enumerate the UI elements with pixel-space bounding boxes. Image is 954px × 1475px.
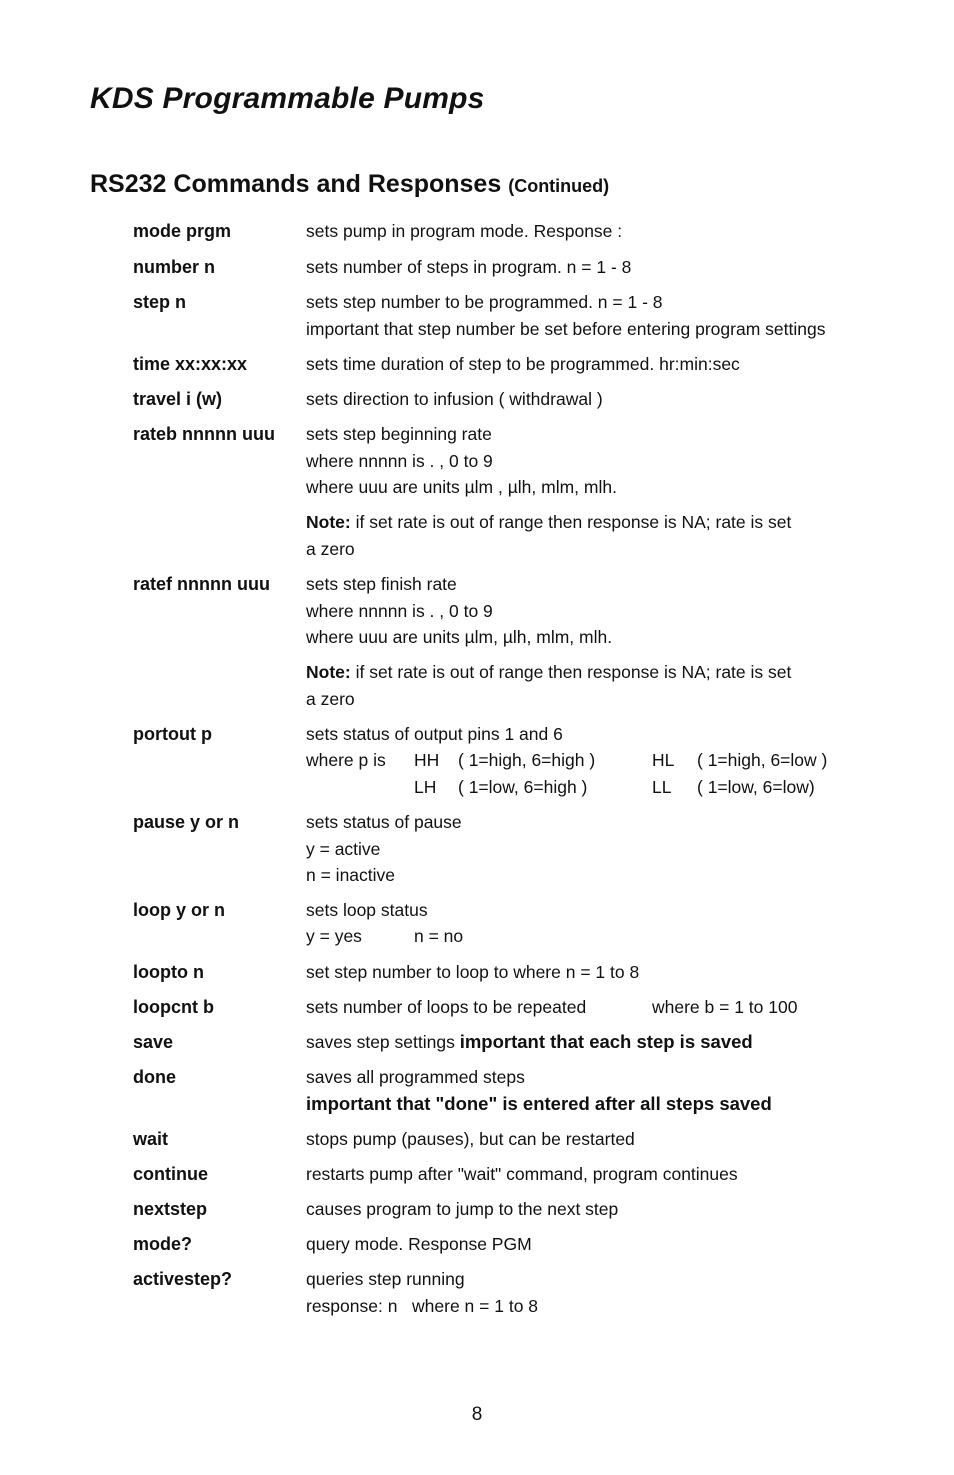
desc-line: sets direction to infusion ( withdrawal ) (306, 389, 603, 409)
command-desc-travel (306, 386, 603, 413)
command-desc-portout (306, 721, 563, 748)
desc-line: where nnnnn is . , 0 to 9 (306, 600, 493, 621)
portout-lead: where p is (306, 750, 386, 770)
command-name-travel: travel i (w) (133, 389, 223, 409)
command-desc-nextstep (306, 1196, 618, 1223)
desc-line: response: n where n = 1 to 8 (306, 1295, 539, 1316)
done-important: important that "done" is entered after all steps saved (306, 1092, 772, 1114)
command-desc-mode-query (306, 1231, 532, 1258)
command-name-done: done (133, 1067, 176, 1087)
desc-line: sets time duration of step to be programmed. hr:min:sec (306, 354, 740, 374)
command-name-rateb: rateb nnnnn uuu (133, 424, 275, 444)
desc-line: query mode. Response PGM (306, 1234, 532, 1254)
command-name-step-n: step n (133, 292, 187, 312)
command-desc-number-n (306, 254, 631, 281)
section-title-text: RS232 Commands and Responses (90, 170, 502, 198)
command-desc-time (306, 351, 740, 378)
section-continued-label: (Continued) (508, 176, 610, 196)
command-desc-wait (306, 1126, 635, 1153)
command-name-loop: loop y or n (133, 900, 225, 920)
portout-meaning: ( 1=low, 6=low) (697, 777, 815, 797)
command-desc-done (306, 1064, 772, 1117)
loop-yes: y = yes (306, 926, 362, 946)
desc-line: sets status of pause (306, 812, 462, 832)
desc-line: sets step finish rate (306, 574, 457, 594)
command-name-time: time xx:xx:xx (133, 354, 248, 374)
portout-meaning: ( 1=low, 6=high ) (458, 777, 588, 797)
portout-meaning: ( 1=high, 6=low ) (697, 750, 828, 770)
desc-line: sets loop status (306, 900, 428, 920)
command-name-activestep: activestep? (133, 1269, 233, 1289)
portout-code: HL (652, 750, 675, 770)
command-name-loopto: loopto n (133, 962, 204, 982)
command-desc-ratef (306, 571, 612, 651)
loopcnt-desc: sets number of loops to be repeated (306, 997, 587, 1017)
command-name-ratef: ratef nnnnn uuu (133, 574, 270, 594)
desc-line: queries step running (306, 1269, 465, 1289)
command-name-save: save (133, 1032, 174, 1052)
note-line (306, 659, 791, 686)
command-name-number-n: number n (133, 257, 216, 277)
note-line (306, 509, 791, 536)
portout-meaning: ( 1=high, 6=high ) (458, 750, 596, 770)
desc-line: where uuu are units µlm, µlh, mlm, mlh. (306, 627, 613, 647)
command-name-mode-prgm: mode prgm (133, 221, 232, 241)
desc-line: saves all programmed steps (306, 1067, 525, 1087)
desc-line: stops pump (pauses), but can be restarted (306, 1129, 635, 1149)
command-name-pause: pause y or n (133, 812, 240, 832)
command-desc-pause (306, 809, 462, 889)
save-text: saves step settings (306, 1032, 460, 1052)
page-title: KDS Programmable Pumps (90, 82, 485, 115)
section-title (90, 170, 609, 199)
command-desc-rateb (306, 421, 617, 501)
loopcnt-range: where b = 1 to 100 (652, 997, 798, 1017)
desc-line: set step number to loop to where n = 1 to 8 (306, 962, 640, 982)
command-name-continue: continue (133, 1164, 208, 1184)
desc-line: n = inactive (306, 865, 396, 885)
note-text: if set rate is out of range then response is NA; rate is set (350, 512, 792, 532)
command-desc-loopto (306, 959, 639, 986)
command-desc-mode-prgm (306, 218, 622, 245)
note-ratef (306, 659, 791, 712)
command-name-nextstep: nextstep (133, 1199, 208, 1219)
command-desc-activestep (306, 1266, 538, 1319)
note-label: Note: (306, 662, 351, 682)
command-desc-step-n (306, 289, 825, 342)
desc-line: sets step number to be programmed. n = 1 - 8 (306, 292, 663, 312)
note-line: a zero (306, 538, 355, 559)
desc-line: sets step beginning rate (306, 424, 492, 444)
command-name-mode-query: mode? (133, 1234, 193, 1254)
note-line: a zero (306, 688, 355, 709)
command-name-wait: wait (133, 1129, 169, 1149)
command-desc-save (306, 1029, 753, 1056)
portout-code: LH (414, 777, 437, 797)
desc-line: restarts pump after "wait" command, program continues (306, 1164, 738, 1184)
command-name-loopcnt: loopcnt b (133, 997, 214, 1017)
desc-line: y = active (306, 838, 381, 859)
portout-code: LL (652, 777, 672, 797)
page-number: 8 (471, 1404, 483, 1425)
loop-no: n = no (414, 926, 464, 946)
desc-line: where nnnnn is . , 0 to 9 (306, 450, 493, 471)
command-desc-continue (306, 1161, 738, 1188)
command-name-portout: portout p (133, 724, 212, 744)
note-rateb (306, 509, 791, 562)
desc-line: where uuu are units µlm , µlh, mlm, mlh. (306, 477, 617, 497)
save-important: important that each step is saved (459, 1031, 753, 1052)
note-text: if set rate is out of range then response is NA; rate is set (350, 662, 792, 682)
desc-line: important that step number be set before entering program settings (306, 318, 826, 339)
desc-line: sets number of steps in program. n = 1 - 8 (306, 257, 632, 277)
note-label: Note: (306, 512, 351, 532)
desc-line: sets status of output pins 1 and 6 (306, 724, 563, 744)
portout-code: HH (414, 750, 440, 770)
command-desc-loop (306, 897, 428, 924)
desc-line: causes program to jump to the next step (306, 1199, 619, 1219)
desc-line: sets pump in program mode. Response : (306, 221, 623, 241)
